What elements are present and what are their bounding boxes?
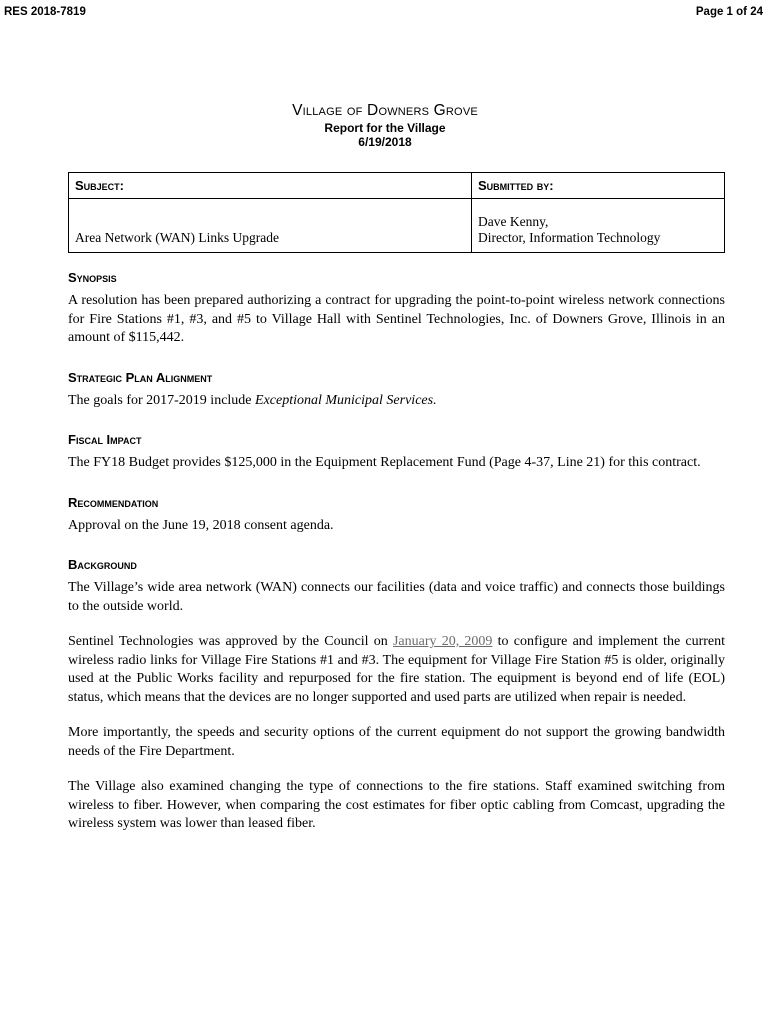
subject-table — [68, 172, 725, 253]
recommendation-section — [68, 495, 725, 536]
submitted-by-label: Submitted by: — [472, 173, 725, 199]
background-p2-after: to configure and implement the current wireless radio links for Village Fire Stations #1 and #3. The equipment for Village Fire Station #5 is older, originally used at the Public Works facility and repurposed for the fire station. The equipment is beyond end of life (EOL) status, which means that the devices are no longer supported and used parts are utilized when repair is needed. — [68, 634, 726, 705]
strategic-text — [68, 392, 725, 411]
page-indicator: Page 1 of 24 — [695, 6, 763, 18]
fiscal-heading: Fiscal Impact — [68, 432, 142, 447]
strategic-heading: Strategic Plan Alignment — [68, 369, 213, 385]
fiscal-section — [68, 432, 725, 473]
submitter-title: Director, Information Technology — [478, 230, 661, 245]
recommendation-text: Approval on the June 19, 2018 consent agenda. — [68, 517, 334, 533]
strategic-text-prefix: The goals for 2017-2019 include — [68, 392, 256, 408]
subject-label: Subject: — [69, 173, 472, 199]
synopsis-text: A resolution has been prepared authorizing a contract for upgrading the point-to-point wireless network connections for Fire Stations #1, #3, and #5 to Village Hall with Sentinel Technologies, Inc. of Downers Grove, Illinois in an amount of $115,442. — [68, 293, 725, 345]
document-subtitle: Report for the Village — [324, 121, 446, 135]
background-paragraph-4: The Village also examined changing the type of connections to the fire stations. Staff examined switching from wireless to fiber. However, when comparing the cost estimates for fiber optic cabling from Comcast, upgrading the wireless system was lower than leased fiber. — [68, 779, 725, 831]
background-heading: Background — [68, 557, 137, 572]
recommendation-heading: Recommendation — [68, 494, 159, 510]
background-p2-before: Sentinel Technologies was approved by the Council on — [68, 634, 393, 649]
document-title: Village of Downers Grove — [292, 102, 478, 119]
background-section — [68, 557, 725, 834]
strategic-goal: Exceptional Municipal Services. — [255, 392, 437, 408]
resolution-number: RES 2018-7819 — [4, 6, 86, 18]
strategic-section — [68, 370, 725, 411]
fiscal-text: The FY18 Budget provides $125,000 in the Equipment Replacement Fund (Page 4-37, Line 21) for this contract. — [68, 455, 701, 470]
subject-value: Area Network (WAN) Links Upgrade — [69, 199, 472, 253]
synopsis-section — [68, 270, 725, 348]
title-block — [0, 101, 770, 149]
background-paragraph-2 — [68, 633, 725, 707]
submitter-cell — [472, 199, 725, 253]
background-paragraph-3: More importantly, the speeds and security options of the current equipment do not support the growing bandwidth needs of the Fire Department. — [68, 725, 725, 759]
submitter-name: Dave Kenny, — [478, 214, 549, 229]
report-body — [68, 270, 725, 856]
synopsis-heading: Synopsis — [68, 270, 117, 285]
background-paragraph-1: The Village’s wide area network (WAN) connects our facilities (data and voice traffic) and connects those buildings to the outside world. — [68, 580, 725, 614]
council-date-link[interactable]: January 20, 2009 — [392, 634, 493, 649]
document-date: 6/19/2018 — [358, 135, 412, 149]
